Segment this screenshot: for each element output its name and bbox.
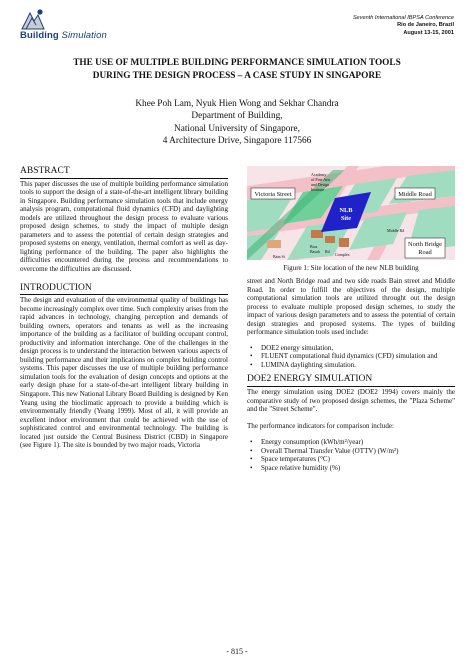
university: National University of Singapore, xyxy=(174,123,300,134)
left-column xyxy=(20,166,228,450)
nlb-label: NLB xyxy=(339,207,353,214)
author-block xyxy=(20,98,454,147)
introduction-heading: INTRODUCTION xyxy=(20,282,92,293)
building-simulation-logo-icon xyxy=(20,7,46,31)
map-label-complex: Complex xyxy=(335,252,350,257)
introduction-continued: street and North Bridge road and two side roads Bain street and Middle Road. In order to fulfill the objectives of the design, multiple computational simulation tools are utilized throught out the design process to evaluate multiple proposed design schemes, to study the impact of various design parameters and to assess the potential of certain design strategies and proposed systems. The types of building performance simulation tools used include: xyxy=(247,277,455,337)
map-label-fine-arts: of Fine Arts xyxy=(311,177,331,182)
list-item: • FLUENT computational fluid dynamics (CFD) simulation and xyxy=(247,352,455,361)
page-number: - 815 - xyxy=(226,647,248,656)
north-bridge-label: North Bridge xyxy=(408,241,442,248)
site-location-map xyxy=(247,166,455,260)
introduction-text: The design and evaluation of the environmental quality of buildings has become increasingly complex over time. Such complexity arises from the rapid advances in technology, changing perception and demands of building owners, operators and tenants as well as the increasing importance of the building as a facilitator of building occupant control, productivity and information interchange. One of the challenges in the design process is to understand the interaction between various aspects of building performance and their implications on complex building control systems. This paper discusses the use of multiple building performance simulation tools for the evaluation of design concepts and options at the early design phase for a state-of-the-art intelligent library building in Singapore. This new National Library Board Building is designed by Ken Yeang using the bioclimatic approach to provide a building which is environmentally friendly (Yeang 1999). Most of all, it will provide an excellent indoor environment that could be achieved with the use of sophisticated control and environmental technology. The building is located just outside the Central Business District (CBD) in Singapore (see Figure 1). The site is bounded by two major roads, Victoria xyxy=(20,296,228,450)
address: 4 Architecture Drive, Singapore 117566 xyxy=(162,135,312,146)
conference-dates: August 13-15, 2001 xyxy=(403,29,454,36)
figure-caption: Figure 1: Site location of the new NLB building xyxy=(283,264,419,272)
list-item: • Space relative humidity (%) xyxy=(247,464,455,473)
abstract-text: This paper discusses the use of multiple building performance simulation tools to support the design of a state-of-the-art intelligent library building in Singapore. Building performance simulation tools that include energy analysis program, computational fluid dynamics (CFD) and daylighting models are utilized throughout the design process to evaluate various proposed design schemes, to study the impact of multiple design parameters and to assess the potential of certain design strategies and proposed systems on energy, ventilation, thermal comfort as well as day-lighting performance of the building. The paper also highlights the difficulties encountered during the process and recommendations to overcome the difficulties are discussed. xyxy=(20,179,228,273)
victoria-street-label: Victoria Street xyxy=(254,191,292,198)
map-label-rd: Rd xyxy=(325,249,330,254)
map-label-middle-rd: Middle Rd xyxy=(387,228,405,233)
authors: Khee Poh Lam, Nyuk Hien Wong and Sekhar Chandra xyxy=(135,99,339,109)
site-label: Site xyxy=(340,215,352,222)
logo-wordmark: Building Simulation xyxy=(20,30,107,41)
doe2-rule xyxy=(247,386,455,387)
tools-list xyxy=(247,344,455,370)
list-item: • LUMINA daylighting simulation. xyxy=(247,361,455,370)
list-item: • Energy consumption (kWh/m²/year) xyxy=(247,438,455,447)
paper-title: THE USE OF MULTIPLE BUILDING PERFORMANCE SIMULATION TOOLS DURING THE DESIGN PROCESS – A CASE STUDY IN SINGAPORE xyxy=(73,58,401,81)
conference-location: Rio de Janeiro, Brazil xyxy=(397,22,454,29)
list-item: • Overall Thermal Transfer Value (OTTV) (W/m²) xyxy=(247,447,455,456)
conference-name: Seventh International IBPSA Conference xyxy=(352,15,454,21)
north-bridge-road-label: Road xyxy=(418,249,432,256)
map-label-bras: Bras xyxy=(310,244,318,249)
conference-header xyxy=(353,15,454,37)
map-label-bain-st: Bain St xyxy=(273,254,285,259)
abstract-rule xyxy=(20,178,228,179)
indicators-intro: The performance indicators for comparison include: xyxy=(247,421,394,430)
list-item: • Space temperatures (°C) xyxy=(247,455,455,464)
indicators-list xyxy=(247,438,455,472)
middle-road-label: Middle Road xyxy=(398,191,432,198)
right-column xyxy=(247,277,455,472)
introduction-rule xyxy=(20,294,228,295)
map-label-basah: Basah xyxy=(310,249,320,254)
map-label-institute: Institute xyxy=(311,187,325,192)
abstract-heading: ABSTRACT xyxy=(20,166,70,176)
list-item: • DOE2 energy simulation, xyxy=(247,344,455,353)
department: Department of Building, xyxy=(191,111,283,122)
doe2-heading: DOE2 ENERGY SIMULATION xyxy=(247,374,373,385)
map-label-design: and Design xyxy=(311,182,330,187)
map-label-academy: Academy xyxy=(311,172,327,177)
doe2-text: The energy simulation using DOE2 (DOE2 1994) covers mainly the comparative study of two proposed design schemes, the "Plaza Scheme" and the "Street Scheme". xyxy=(247,387,455,414)
